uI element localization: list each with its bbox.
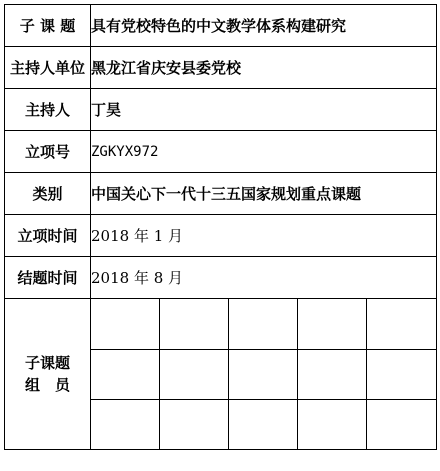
value-subproject-title: 具有党校特色的中文教学体系构建研究 <box>91 5 437 47</box>
label-subproject-title: 子 课 题 <box>5 5 91 47</box>
member-cell <box>298 299 367 350</box>
label-completion-date: 结题时间 <box>5 257 91 299</box>
value-host-unit: 黑龙江省庆安县委党校 <box>91 47 437 89</box>
member-cell <box>367 299 437 350</box>
project-info-sheet <box>4 4 436 467</box>
label-project-number: 立项号 <box>5 131 91 173</box>
row-completion-date <box>5 257 437 299</box>
label-members <box>5 299 91 450</box>
label-members-line2: 组 员 <box>24 376 70 394</box>
row-approval-date <box>5 215 437 257</box>
project-info-table <box>4 4 437 450</box>
row-host-unit <box>5 47 437 89</box>
label-host-person: 主持人 <box>5 89 91 131</box>
member-cell <box>298 350 367 400</box>
row-host-person <box>5 89 437 131</box>
member-cell <box>367 350 437 400</box>
member-cell <box>298 400 367 450</box>
value-category: 中国关心下一代十三五国家规划重点课题 <box>91 173 437 215</box>
member-cell <box>91 400 160 450</box>
member-cell <box>367 400 437 450</box>
label-host-unit: 主持人单位 <box>5 47 91 89</box>
member-cell <box>160 400 229 450</box>
member-cell <box>160 350 229 400</box>
member-cell <box>160 299 229 350</box>
value-host-person: 丁昊 <box>91 89 437 131</box>
member-cell <box>91 299 160 350</box>
label-members-line1: 子课题 <box>24 354 70 372</box>
member-cell <box>229 350 298 400</box>
value-project-number: ZGKYX972 <box>91 131 437 173</box>
member-cell <box>229 299 298 350</box>
members-row-1 <box>5 299 437 350</box>
value-approval-date: 2018 年 1 月 <box>91 215 437 257</box>
row-category <box>5 173 437 215</box>
member-cell <box>229 400 298 450</box>
value-completion-date: 2018 年 8 月 <box>91 257 437 299</box>
row-project-number <box>5 131 437 173</box>
row-subproject-title <box>5 5 437 47</box>
label-category: 类别 <box>5 173 91 215</box>
label-approval-date: 立项时间 <box>5 215 91 257</box>
member-cell <box>91 350 160 400</box>
